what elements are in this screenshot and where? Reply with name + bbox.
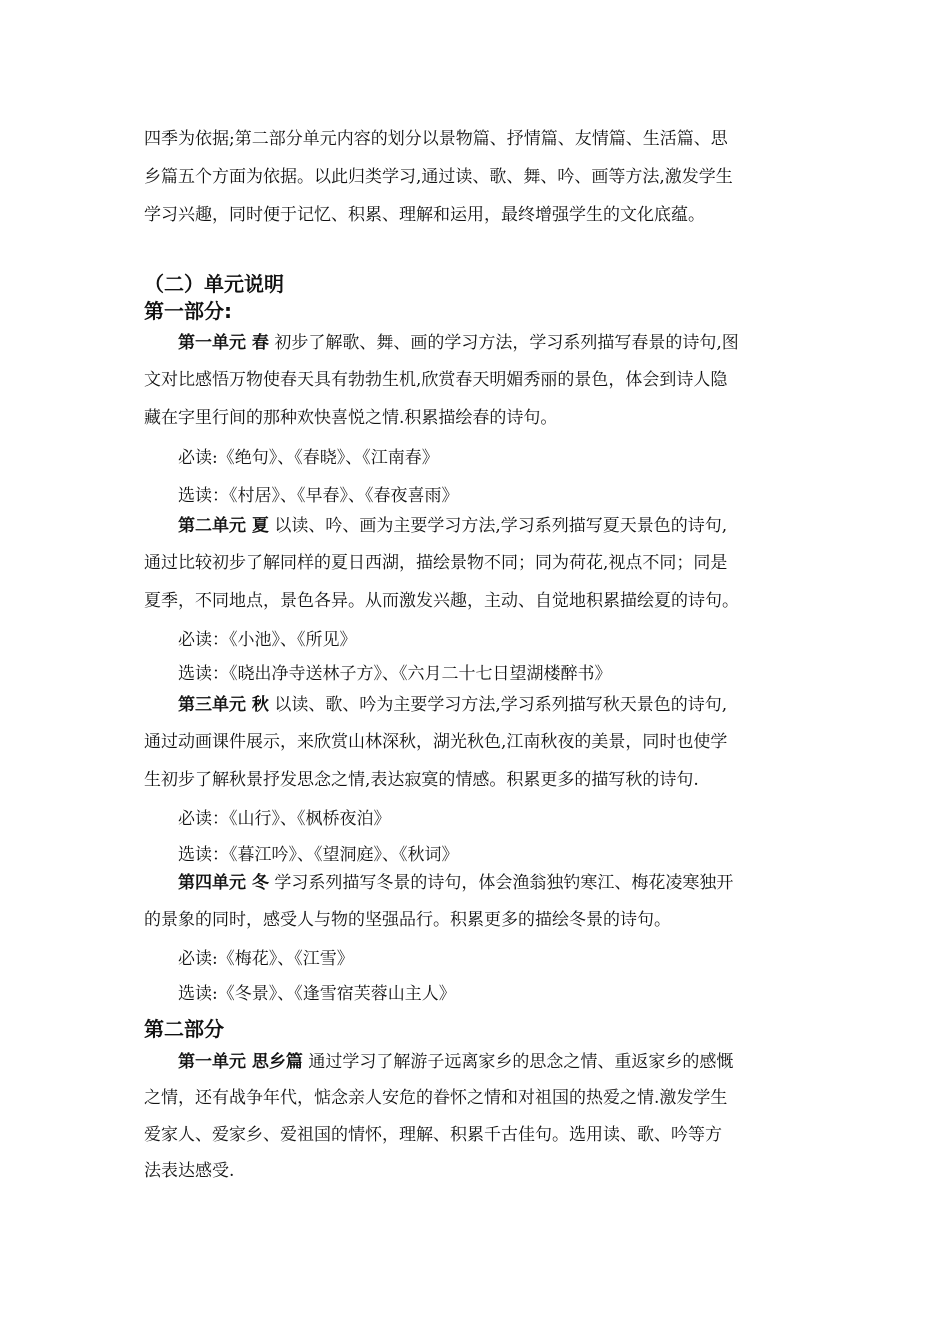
intro-line-1: 四季为依据;第二部分单元内容的划分以景物篇、抒情篇、友情篇、生活篇、思 [144, 129, 728, 149]
unit2-optional-reading: 选读：《晓出净寺送林子方》、《六月二十七日望湖楼醉书》 [178, 664, 612, 684]
part2-unit1-line-1: 第一单元 思乡篇 通过学习了解游子远离家乡的思念之情、重返家乡的感慨 [178, 1052, 734, 1072]
section-title: （二）单元说明 [144, 272, 284, 296]
part2-unit1-label: 第一单元 思乡篇 [178, 1052, 303, 1072]
unit4-required-reading: 必读:《梅花》、《江雪》 [178, 949, 354, 969]
unit1-label: 第一单元 春 [178, 333, 269, 353]
unit1-line-2: 文对比感悟万物使春天具有勃勃生机,欣赏春天明媚秀丽的景色，体会到诗人隐 [144, 370, 728, 390]
unit3-required-reading: 必读：《山行》、《枫桥夜泊》 [178, 809, 391, 829]
unit3-optional-reading: 选读：《暮江吟》、《望洞庭》、《秋词》 [178, 845, 459, 865]
intro-line-3: 学习兴趣，同时便于记忆、积累、理解和运用，最终增强学生的文化底蕴。 [144, 205, 705, 225]
part2-unit1-line-3: 爱家人、爱家乡、爱祖国的情怀，理解、积累千古佳句。选用读、歌、吟等方 [144, 1125, 722, 1145]
unit2-required-reading: 必读：《小池》、《所见》 [178, 630, 357, 650]
unit2-line-1: 第二单元 夏 以读、吟、画为主要学习方法,学习系列描写夏天景色的诗句, [178, 516, 728, 536]
unit1-required-reading: 必读:《绝句》、《春晓》、《江南春》 [178, 448, 439, 468]
unit3-label: 第三单元 秋 [178, 695, 269, 715]
unit2-line-3: 夏季，不同地点，景色各异。从而激发兴趣，主动、自觉地积累描绘夏的诗句。 [144, 591, 739, 611]
unit3-line-2: 通过动画课件展示，来欣赏山林深秋，湖光秋色,江南秋夜的美景，同时也使学 [144, 732, 728, 752]
unit1-line-1: 第一单元 春 初步了解歌、舞、画的学习方法，学习系列描写春景的诗句,图 [178, 333, 739, 353]
unit3-line-1: 第三单元 秋 以读、歌、吟为主要学习方法,学习系列描写秋天景色的诗句, [178, 695, 728, 715]
unit2-label: 第二单元 夏 [178, 516, 269, 536]
part1-title: 第一部分: [144, 299, 232, 323]
unit1-optional-reading: 选读：《村居》、《早春》、《春夜喜雨》 [178, 486, 459, 506]
intro-line-2: 乡篇五个方面为依据。以此归类学习,通过读、歌、舞、吟、画等方法,激发学生 [144, 167, 733, 187]
unit4-line-1: 第四单元 冬 学习系列描写冬景的诗句，体会渔翁独钓寒江、梅花凌寒独开 [178, 873, 734, 893]
unit2-line-2: 通过比较初步了解同样的夏日西湖，描绘景物不同；同为荷花,视点不同；同是 [144, 553, 728, 573]
part2-title: 第二部分 [144, 1017, 224, 1041]
unit4-label: 第四单元 冬 [178, 873, 269, 893]
unit1-line-3: 藏在字里行间的那种欢快喜悦之情.积累描绘春的诗句。 [144, 408, 558, 428]
part2-unit1-line-2: 之情，还有战争年代，惦念亲人安危的眷怀之情和对祖国的热爱之情.激发学生 [144, 1088, 728, 1108]
unit4-line-2: 的景象的同时，感受人与物的坚强品行。积累更多的描绘冬景的诗句。 [144, 910, 671, 930]
unit3-line-3: 生初步了解秋景抒发思念之情,表达寂寞的情感。积累更多的描写秋的诗句. [144, 770, 699, 790]
part2-unit1-line-4: 法表达感受. [144, 1161, 235, 1181]
unit4-optional-reading: 选读:《冬景》、《逢雪宿芙蓉山主人》 [178, 984, 456, 1004]
